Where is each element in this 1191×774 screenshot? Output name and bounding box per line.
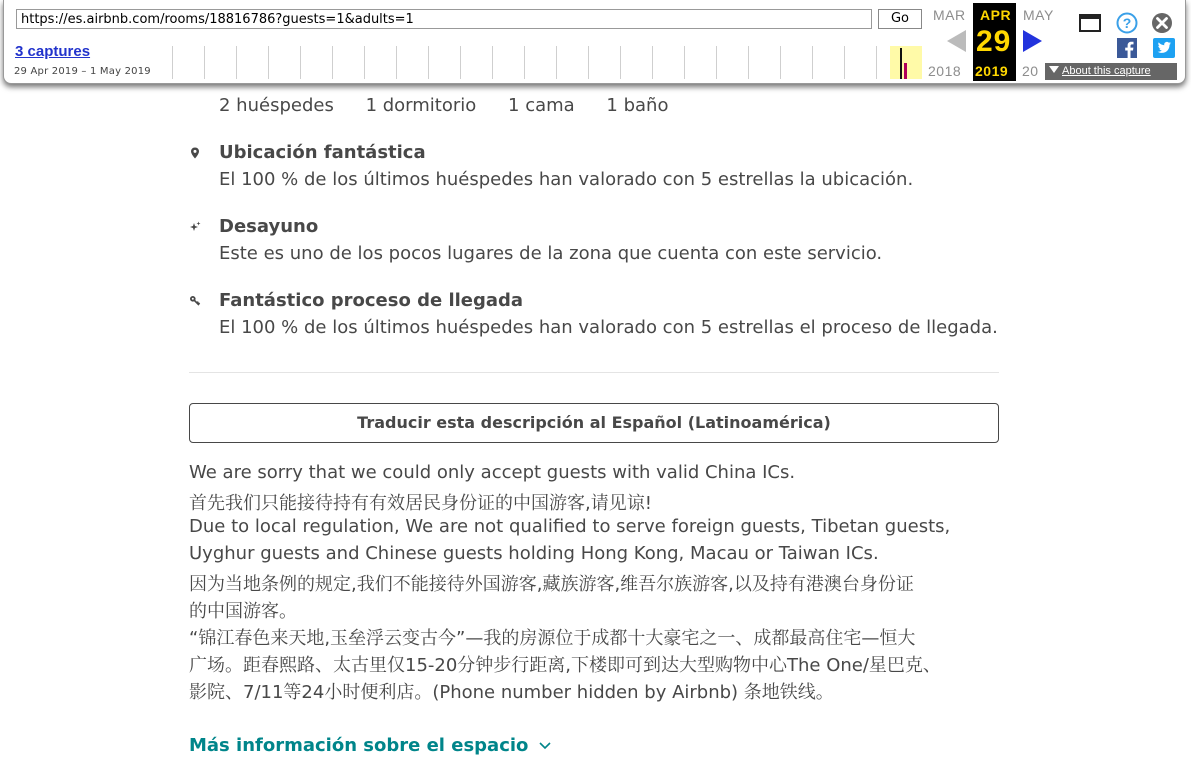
highlight-desc-breakfast: Este es uno de los pocos lugares de la zona que cuenta con este servicio. [219,243,883,264]
highlight-desc-checkin: El 100 % de los últimos huéspedes han valorado con 5 estrellas el proceso de llegada. [219,317,998,338]
description-line: Uyghur guests and Chinese guests holding Hong Kong, Macau or Taiwan ICs. [189,543,879,564]
twitter-icon[interactable] [1153,38,1175,58]
beds-count: 1 cama [508,95,575,116]
about-capture-button[interactable] [1045,63,1177,80]
prev-month-label[interactable]: MAR [933,7,966,23]
wayback-url-input[interactable] [16,9,872,29]
window-icon[interactable] [1079,14,1101,32]
location-pin-icon [189,147,201,159]
description-line: 因为当地条例的规定,我们不能接待外国游客,藏族游客,维吾尔族游客,以及持有港澳台身份证 [189,574,914,595]
key-icon [189,295,201,307]
baths-count: 1 baño [606,95,669,116]
sparkline-bar [900,48,902,79]
translate-description-button[interactable]: Traducir esta descripción al Español (Latinoamérica) [189,403,999,443]
next-year-label[interactable]: 20 [1022,63,1039,79]
next-capture-arrow-icon[interactable] [1023,30,1042,52]
more-about-space-link[interactable] [189,735,552,756]
more-about-space-label: Más información sobre el espacio [189,735,529,756]
guests-count: 2 huéspedes [219,95,334,116]
section-divider [189,372,999,373]
amenity-summary [219,95,694,116]
description-line: 广场。距春熙路、太古里仅15-20分钟步行距离,下楼即可到达大型购物中心The One/星巴克、 [189,655,941,676]
go-button[interactable]: Go [878,9,922,29]
help-icon[interactable] [1116,12,1138,34]
wayback-toolbar [3,0,1186,84]
prev-capture-arrow-icon[interactable] [947,30,966,52]
highlight-title-location: Ubicación fantástica [219,142,426,163]
description-line: 影院、7/11等24小时便利店。(Phone number hidden by Airbnb) 条地铁线。 [189,682,834,703]
current-day-label: 29 [976,25,1012,58]
description-line: “锦江春色来天地,玉垒浮云变古今”—我的房源位于成都十大豪宅之一、成都最高住宅—恒大 [189,628,916,649]
description-line: 首先我们只能接待持有有效居民身份证的中国游客,请见谅! [189,493,652,514]
close-icon[interactable] [1151,12,1173,34]
chevron-down-icon [538,741,552,751]
highlight-desc-location: El 100 % de los últimos huéspedes han valorado con 5 estrellas la ubicación. [219,169,914,190]
description-line: Due to local regulation, We are not qualified to serve foreign guests, Tibetan guests, [189,516,951,537]
current-year-label: 2019 [975,63,1009,79]
facebook-icon[interactable] [1117,38,1137,58]
triangle-down-icon [1049,66,1059,73]
sparkline-bar [904,63,907,79]
capture-sparkline[interactable] [172,46,912,79]
sparkle-icon [189,221,201,233]
prev-year-label[interactable]: 2018 [928,63,962,79]
description-line: 的中国游客。 [189,601,297,622]
captures-link[interactable]: 3 captures [15,43,91,60]
capture-date-range: 29 Apr 2019 – 1 May 2019 [14,66,151,77]
current-month-label: APR [980,7,1012,23]
bedrooms-count: 1 dormitorio [365,95,477,116]
highlight-title-checkin: Fantástico proceso de llegada [219,290,524,311]
about-capture-label: About this capture [1062,65,1151,77]
svg-text:?: ? [1122,15,1132,31]
next-month-label[interactable]: MAY [1023,7,1054,23]
highlight-title-breakfast: Desayuno [219,216,319,237]
description-line: We are sorry that we could only accept guests with valid China ICs. [189,462,796,483]
